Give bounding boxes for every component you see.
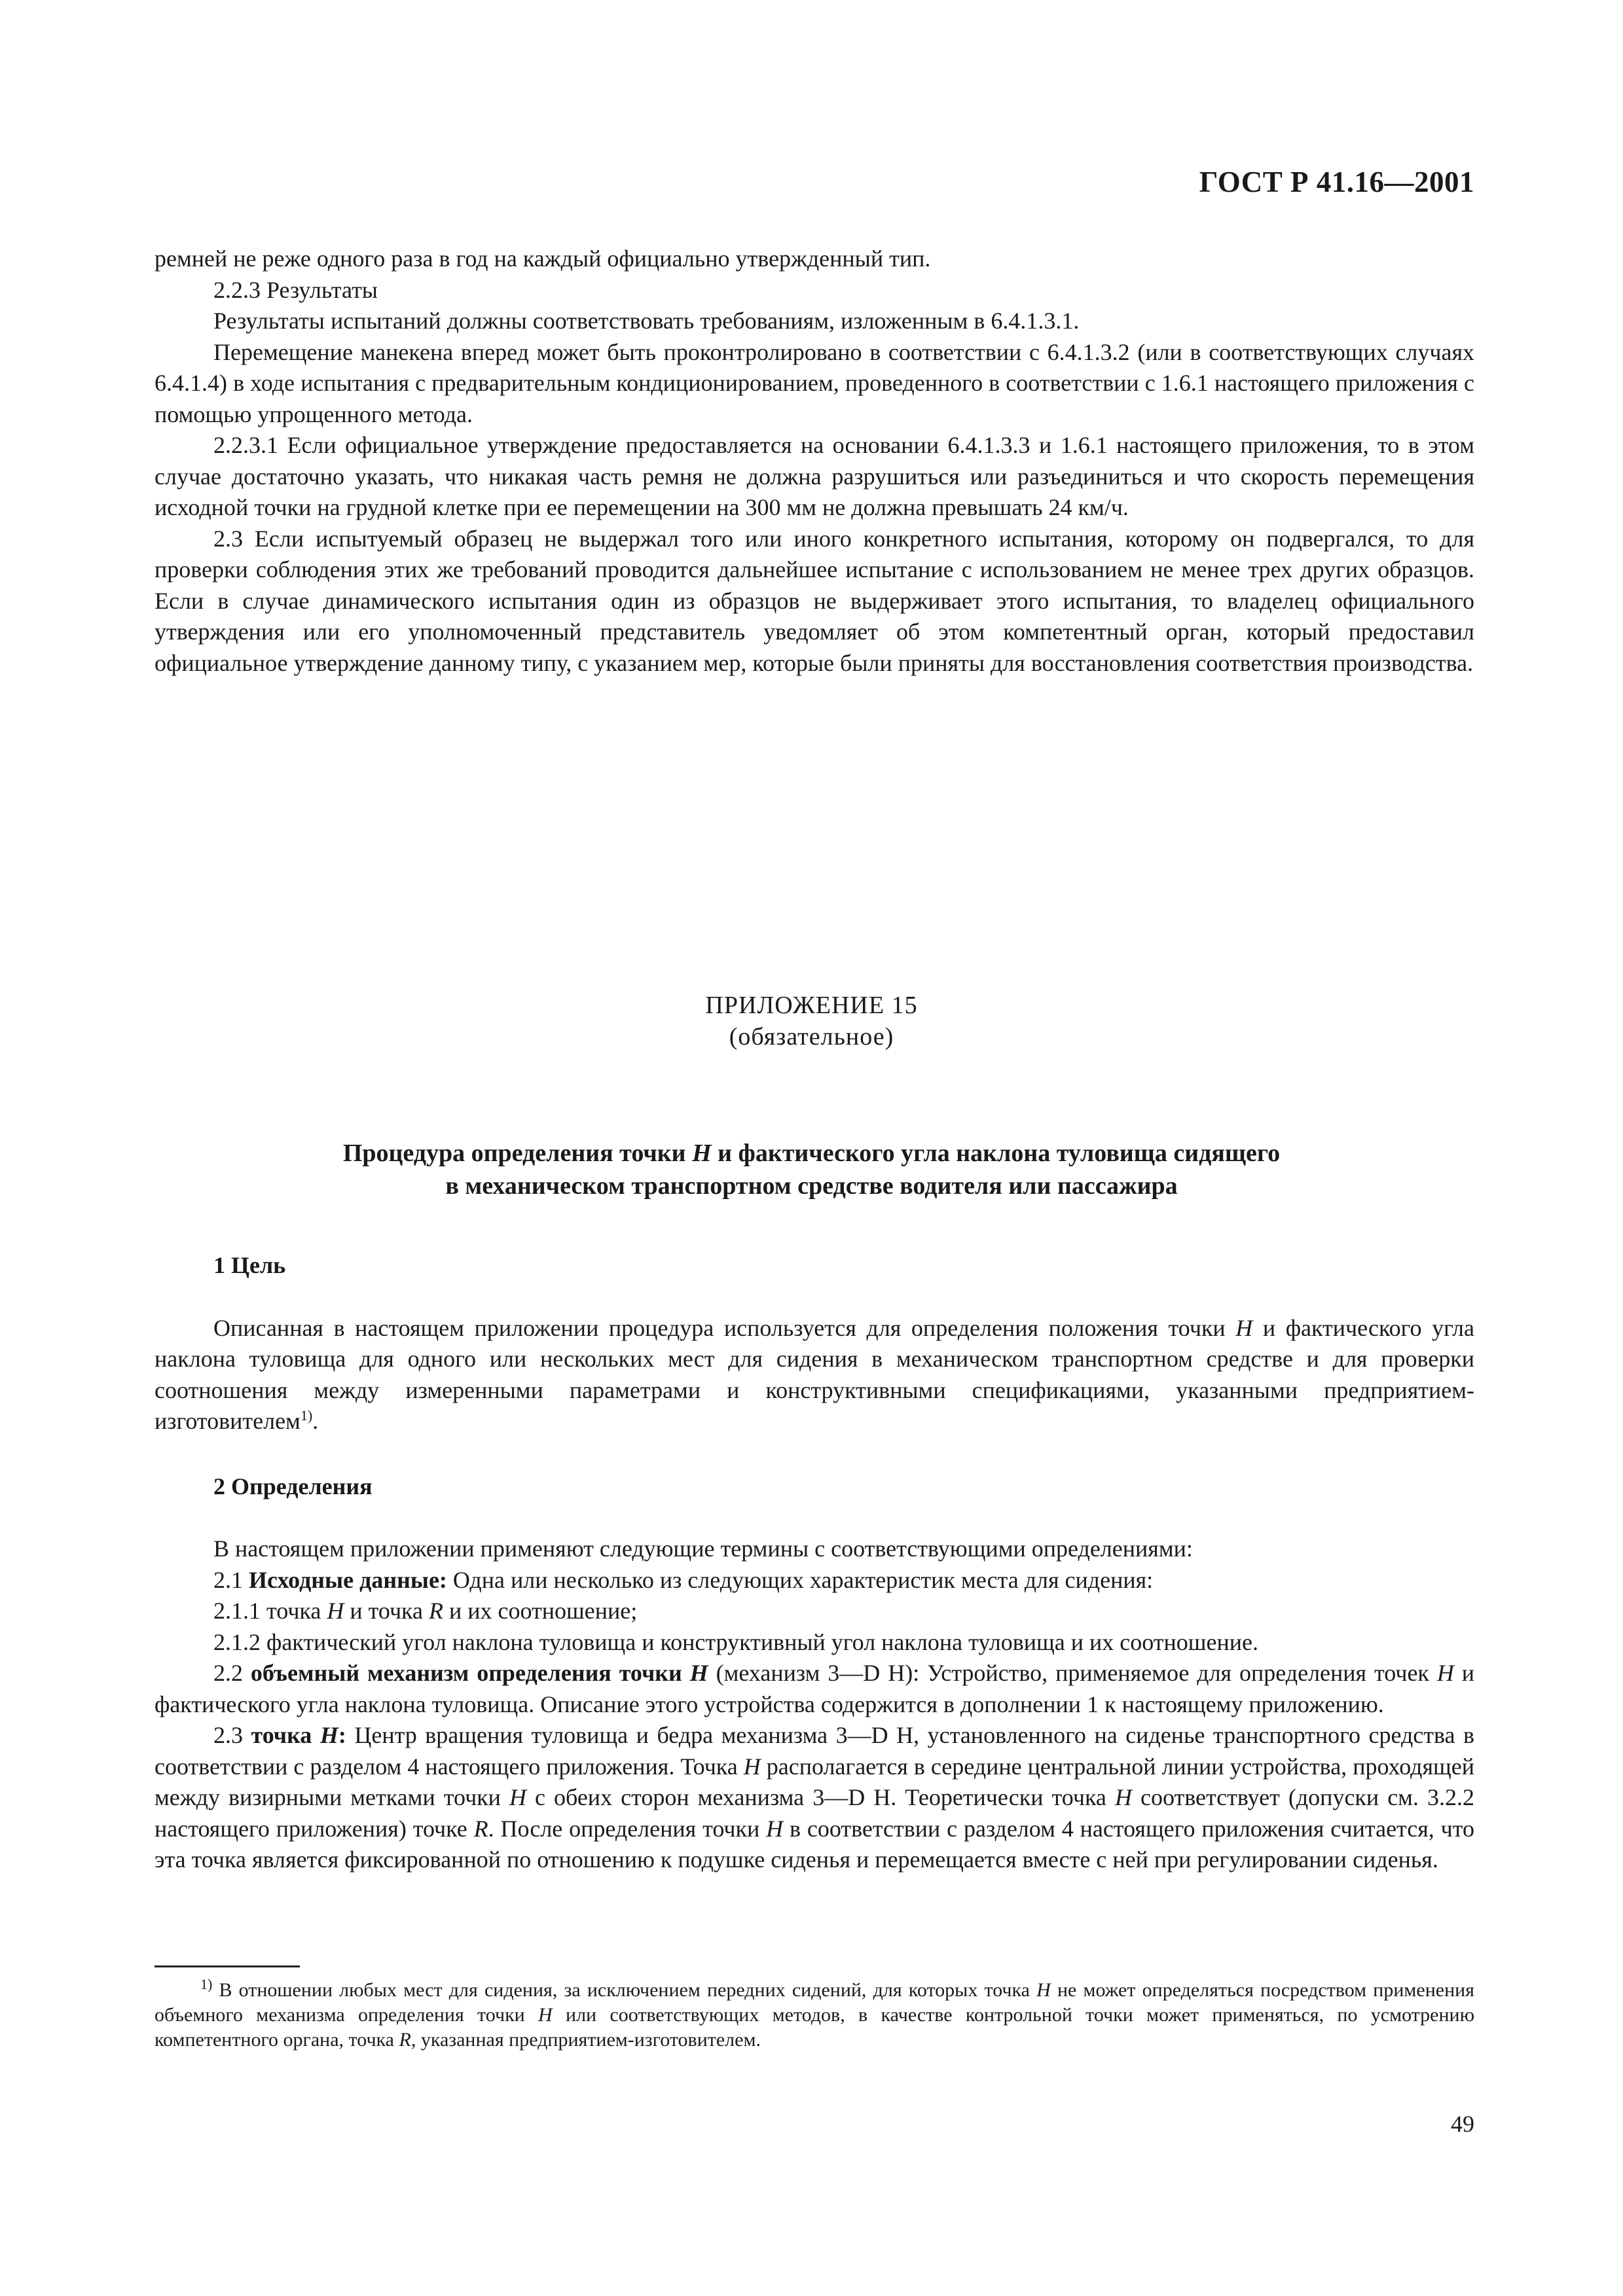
- footnote: [155, 1978, 1474, 2053]
- section-heading-definitions: 2 Определения: [213, 1473, 373, 1499]
- appendix-body: [155, 1250, 1474, 1876]
- footnote-text: $^{1)}$ В отношении любых мест для сидения, за исключением передних сидений, для которых точка H не может определяться посредством применения объемного механизма определения точки H или соответствующих методов, в качестве контрольной точки может применяться, по усмотрению компетентного органа, точка R, указанная предприятием-изготовителем.: [155, 1976, 1474, 2051]
- page-number: 49: [1451, 2111, 1474, 2137]
- footnote-mark: 1): [200, 1976, 213, 1992]
- footnote-ref: 1): [300, 1407, 313, 1424]
- footnote-separator: [155, 1965, 300, 1967]
- paragraph: Результаты испытаний должны соответствовать требованиям, изложенным в 6.4.1.3.1.: [213, 308, 1080, 334]
- appendix-title: [0, 1137, 1623, 1202]
- definition-2-1-2: 2.1.2 фактический угол наклона туловища и конструктивный угол наклона туловища и их соотношение.: [213, 1628, 1258, 1655]
- title-line-1: Процедура определения точки H и фактического угла наклона туловища сидящего: [342, 1139, 1281, 1167]
- appendix-status: (обязательное): [729, 1023, 894, 1050]
- continuation-text: [155, 243, 1474, 679]
- title-line-2: в механическом транспортном средстве водителя или пассажира: [445, 1172, 1178, 1200]
- document-header: ГОСТ Р 41.16—2001: [1199, 166, 1474, 198]
- clause-2-3: 2.3 Если испытуемый образец не выдержал того или иного конкретного испытания, которому он подвергался, то для проверки соблюдения этих же требований проводится дальнейшее испытание с использованием не менее трех других образцов. Если в случае динамического испытания один из образцов не выдерживает этого испытания, то владелец официального утверждения или его уполномоченный представитель уведомляет об этом компетентный орган, который предоставил официальное утверждение данному типу, с указанием мер, которые были приняты для восстановления соответствия производства.: [155, 525, 1474, 676]
- purpose-paragraph: Описанная в настоящем приложении процедура используется для определения положения точки H и фактического угла наклона туловища для одного или нескольких мест для сидения в механическом транспортном средстве и для проверки соотношения между измеренными параметрами и конструктивными спецификациями, указанными предприятием-изготовителем$^{1)}$.: [155, 1314, 1474, 1434]
- paragraph: Перемещение манекена вперед может быть проконтролировано в соответствии с 6.4.1.3.2 (или в соответствующих случаях 6.4.1.4) в ходе испытания с предварительным кондиционированием, проведенного в соответствии с 1.6.1 настоящего приложения с помощью упрощенного метода.: [155, 338, 1474, 427]
- clause-2-2-3-1: 2.2.3.1 Если официальное утверждение предоставляется на основании 6.4.1.3.3 и 1.6.1 настоящего приложения, то в этом случае достаточно указать, что никакая часть ремня не должна разрушиться или разъединиться и что скорость перемещения исходной точки на грудной клетке при ее перемещении на 300 мм не должна превышать 24 км/ч.: [155, 432, 1474, 520]
- definition-2-1: 2.1 Исходные данные: Одна или несколько из следующих характеристик места для сидения:: [213, 1566, 1154, 1593]
- appendix-heading: [0, 990, 1623, 1052]
- section-heading-purpose: 1 Цель: [213, 1252, 286, 1278]
- paragraph: ремней не реже одного раза в год на каждый официально утвержденный тип.: [155, 245, 931, 272]
- definition-2-3: 2.3 точка H: Центр вращения туловища и бедра механизма 3—D H, установленного на сиденье транспортного средства в соответствии с разделом 4 настоящего приложения. Точка H располагается в середине центральной линии устройства, проходящей между визирными метками точки H с обеих сторон механизма 3—D H. Теоретически точка H соответствует (допуски см. 3.2.2 настоящего приложения) точке R. После определения точки H в соответствии с разделом 4 настоящего приложения считается, что эта точка является фиксированной по отношению к подушке сиденья и перемещается вместе с ней при регулировании сиденья.: [155, 1722, 1475, 1873]
- definition-2-1-1: 2.1.1 точка H и точка R и их соотношение;: [213, 1598, 638, 1624]
- appendix-label: ПРИЛОЖЕНИЕ 15: [705, 992, 918, 1019]
- definitions-intro: В настоящем приложении применяют следующие термины с соответствующими определениями:: [213, 1535, 1193, 1562]
- clause-heading-2-2-3: 2.2.3 Результаты: [213, 276, 378, 303]
- definition-2-2: 2.2 объемный механизм определения точки H (механизм 3—D H): Устройство, применяемое для определения точек H и фактического угла наклона туловища. Описание этого устройства содержится в дополнении 1 к настоящему приложению.: [155, 1660, 1475, 1717]
